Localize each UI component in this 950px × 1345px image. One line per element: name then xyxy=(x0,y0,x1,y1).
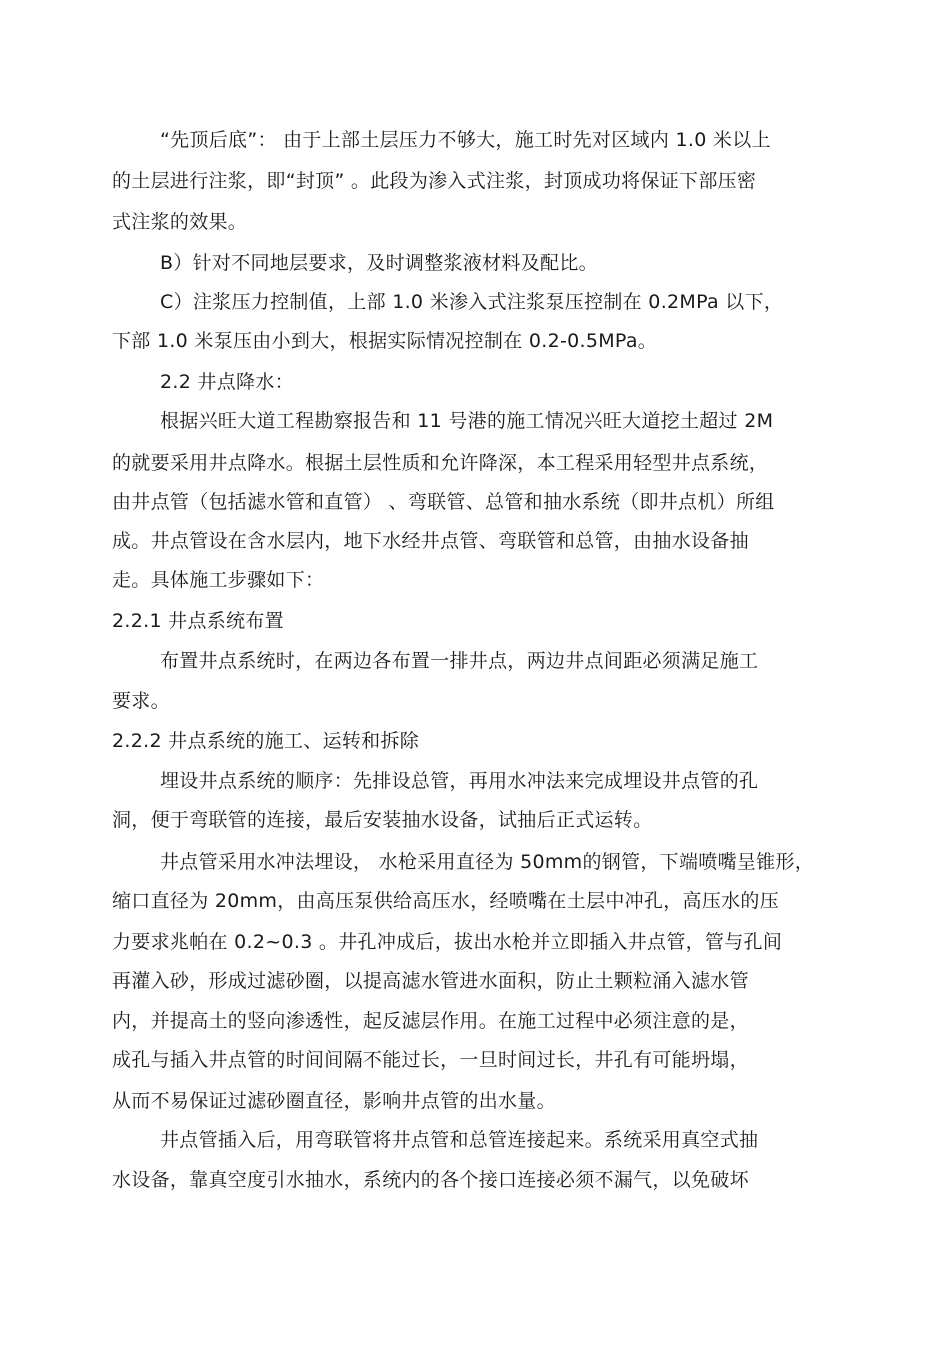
subsection-heading: 2.2.2 井点系统的施工、运转和拆除 xyxy=(112,730,420,752)
paragraph-line: 内，并提高土的竖向渗透性，起反滤层作用。在施工过程中必须注意的是， xyxy=(112,1010,749,1032)
paragraph-line: 根据兴旺大道工程勘察报告和 11 号港的施工情况兴旺大道挖土超过 2M xyxy=(160,410,774,432)
paragraph-line: 井点管采用水冲法埋设， 水枪采用直径为 50mm的钢管，下端喷嘴呈锥形， xyxy=(160,851,815,873)
paragraph-line: 式注浆的效果。 xyxy=(112,211,248,233)
paragraph-line: 的就要采用井点降水。根据土层性质和允许降深，本工程采用轻型井点系统， xyxy=(112,452,769,474)
paragraph-line: 井点管插入后，用弯联管将井点管和总管连接起来。系统采用真空式抽 xyxy=(160,1129,759,1151)
section-heading: 2.2 井点降水： xyxy=(160,371,294,393)
paragraph-line: 缩口直径为 20mm，由高压泵供给高压水，经喷嘴在土层中冲孔，高压水的压 xyxy=(112,890,780,912)
paragraph-line: B）针对不同地层要求，及时调整浆液材料及配比。 xyxy=(160,252,598,274)
paragraph-line: 水设备，靠真空度引水抽水，系统内的各个接口连接必须不漏气，以免破坏 xyxy=(112,1169,749,1191)
paragraph-line: 要求。 xyxy=(112,690,170,712)
paragraph-line: “先顶后底”： 由于上部土层压力不够大，施工时先对区域内 1.0 米以上 xyxy=(160,129,771,151)
paragraph-line: 成。井点管设在含水层内，地下水经井点管、弯联管和总管，由抽水设备抽 xyxy=(112,530,749,552)
paragraph-line: 从而不易保证过滤砂圈直径，影响井点管的出水量。 xyxy=(112,1090,556,1112)
paragraph-line: 埋设井点系统的顺序：先排设总管，再用水冲法来完成埋设井点管的孔 xyxy=(160,770,759,792)
paragraph-line: 的土层进行注浆，即“封顶” 。此段为渗入式注浆，封顶成功将保证下部压密 xyxy=(112,170,757,192)
paragraph-line: 洞，便于弯联管的连接，最后安装抽水设备，试抽后正式运转。 xyxy=(112,809,653,831)
paragraph-line: 布置井点系统时，在两边各布置一排井点，两边井点间距必须满足施工 xyxy=(160,650,759,672)
paragraph-line: 再灌入砂，形成过滤砂圈，以提高滤水管进水面积，防止土颗粒涌入滤水管 xyxy=(112,970,749,992)
paragraph-line: 力要求兆帕在 0.2~0.3 。井孔冲成后，拔出水枪并立即插入井点管，管与孔间 xyxy=(112,931,783,953)
paragraph-line: C）注浆压力控制值，上部 1.0 米渗入式注浆泵压控制在 0.2MPa 以下， xyxy=(160,291,784,313)
paragraph-line: 由井点管（包括滤水管和直管） 、弯联管、总管和抽水系统（即井点机）所组 xyxy=(112,491,775,513)
paragraph-line: 成孔与插入井点管的时间间隔不能过长，一旦时间过长，井孔有可能坍塌， xyxy=(112,1049,749,1071)
paragraph-line: 走。具体施工步骤如下： xyxy=(112,569,325,591)
subsection-heading: 2.2.1 井点系统布置 xyxy=(112,610,284,632)
paragraph-line: 下部 1.0 米泵压由小到大，根据实际情况控制在 0.2-0.5MPa。 xyxy=(112,330,658,352)
